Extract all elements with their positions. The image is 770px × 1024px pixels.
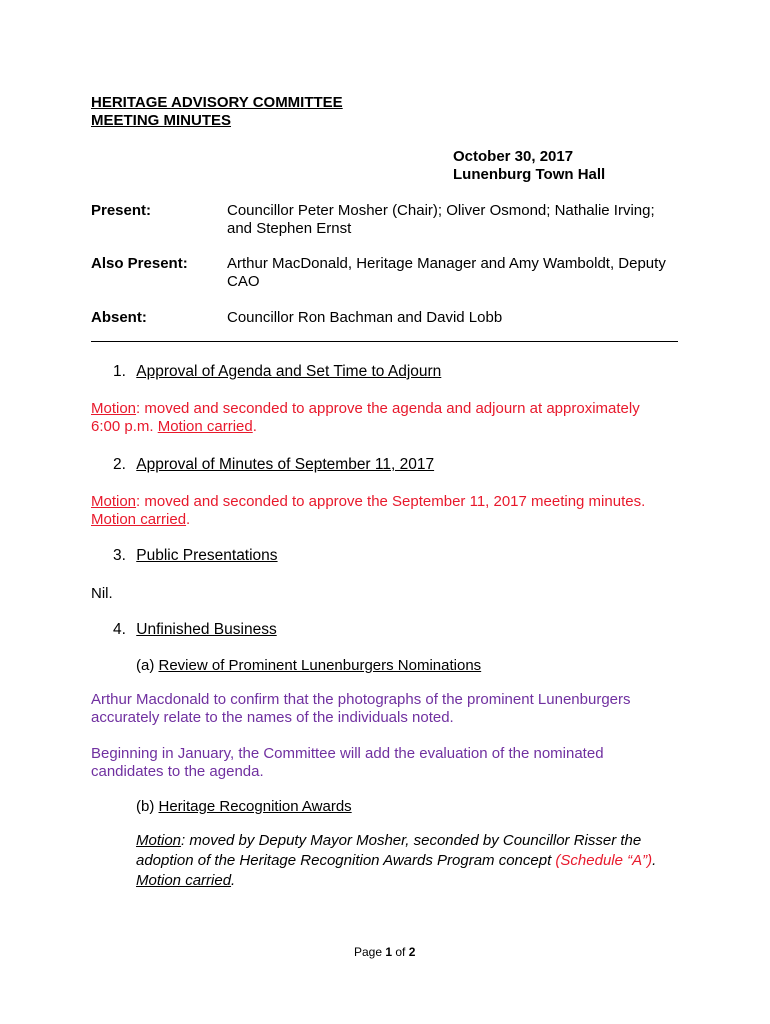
motion-carried-end: . [252, 418, 257, 435]
present-list-line2: and Stephen Ernst [227, 220, 352, 237]
meeting-date: October 30, 2017 [453, 148, 574, 165]
motion-text: : moved by Deputy Mayor Mosher, seconded by Councillor Risser the [181, 832, 642, 849]
section-3-number: 3. [113, 547, 126, 564]
motion-carried-end: . [186, 511, 191, 528]
absent-list: Councillor Ron Bachman and David Lobb [227, 309, 503, 326]
subsection-a-para1-line2: accurately relate to the names of the individuals noted. [91, 709, 454, 726]
horizontal-divider [91, 341, 678, 342]
motion-text: : moved and seconded to approve the agenda and adjourn at approximately [136, 400, 640, 417]
present-label: Present: [91, 202, 152, 219]
section-4-number: 4. [113, 621, 126, 638]
subsection-a-para2-line1: Beginning in January, the Committee will add the evaluation of the nominated [91, 745, 604, 762]
also-present-line1: Arthur MacDonald, Heritage Manager and Amy Wamboldt, Deputy [227, 255, 666, 272]
section-3-body: Nil. [91, 585, 113, 602]
meeting-location: Lunenburg Town Hall [453, 166, 606, 183]
motion-label: Motion [136, 832, 182, 849]
document-title-line1: HERITAGE ADVISORY COMMITTEE [91, 94, 343, 111]
subsection-a-title: Review of Prominent Lunenburgers Nominations [158, 657, 482, 674]
section-2-title: Approval of Minutes of September 11, 2017 [136, 456, 435, 473]
section-1-motion-line2 [91, 418, 257, 435]
present-list-line1: Councillor Peter Mosher (Chair); Oliver Osmond; Nathalie Irving; [227, 202, 655, 219]
section-3-title: Public Presentations [136, 547, 278, 564]
motion-text: 6:00 p.m. [91, 418, 158, 435]
motion-label: Motion [91, 400, 137, 417]
page-total: 2 [408, 945, 416, 959]
subsection-a-heading [136, 657, 481, 674]
motion-carried: Motion carried [91, 511, 187, 528]
page-number: 1 [385, 945, 393, 959]
section-2-number: 2. [113, 456, 126, 473]
subsection-a-marker: (a) [136, 657, 159, 674]
motion-carried: Motion carried [136, 872, 232, 889]
motion-text: adoption of the Heritage Recognition Awards Program concept [136, 852, 556, 869]
also-present-line2: CAO [227, 273, 260, 290]
section-4-heading [113, 621, 277, 639]
page-footer [354, 945, 415, 959]
motion-text: : moved and seconded to approve the September 11, 2017 meeting minutes. [136, 493, 646, 510]
section-2-motion-line2 [91, 511, 190, 528]
subsection-a-para2-line2: candidates to the agenda. [91, 763, 264, 780]
subsection-b-motion-line1 [136, 832, 641, 849]
subsection-b-heading [136, 798, 352, 815]
section-4-title: Unfinished Business [136, 621, 277, 638]
motion-label: Motion [91, 493, 137, 510]
section-3-heading [113, 547, 278, 565]
section-1-title: Approval of Agenda and Set Time to Adjourn [136, 363, 442, 380]
section-2-heading [113, 456, 434, 474]
section-1-motion-line1 [91, 400, 640, 417]
document-title-line2: MEETING MINUTES [91, 112, 232, 129]
subsection-b-motion-line3 [136, 872, 235, 889]
subsection-a-para1-line1: Arthur Macdonald to confirm that the photographs of the prominent Lunenburgers [91, 691, 631, 708]
section-1-number: 1. [113, 363, 126, 380]
motion-carried-end: . [231, 872, 236, 889]
subsection-b-marker: (b) [136, 798, 159, 815]
schedule-reference: (Schedule “A”) [555, 852, 653, 869]
page-word: Page [354, 945, 386, 959]
section-1-heading [113, 363, 441, 381]
also-present-label: Also Present: [91, 255, 188, 272]
absent-label: Absent: [91, 309, 147, 326]
subsection-b-motion-line2 [136, 852, 656, 869]
motion-text-end: . [652, 852, 657, 869]
of-word: of [392, 945, 409, 959]
motion-carried: Motion carried [157, 418, 253, 435]
subsection-b-title: Heritage Recognition Awards [158, 798, 352, 815]
section-2-motion-line1 [91, 493, 645, 510]
